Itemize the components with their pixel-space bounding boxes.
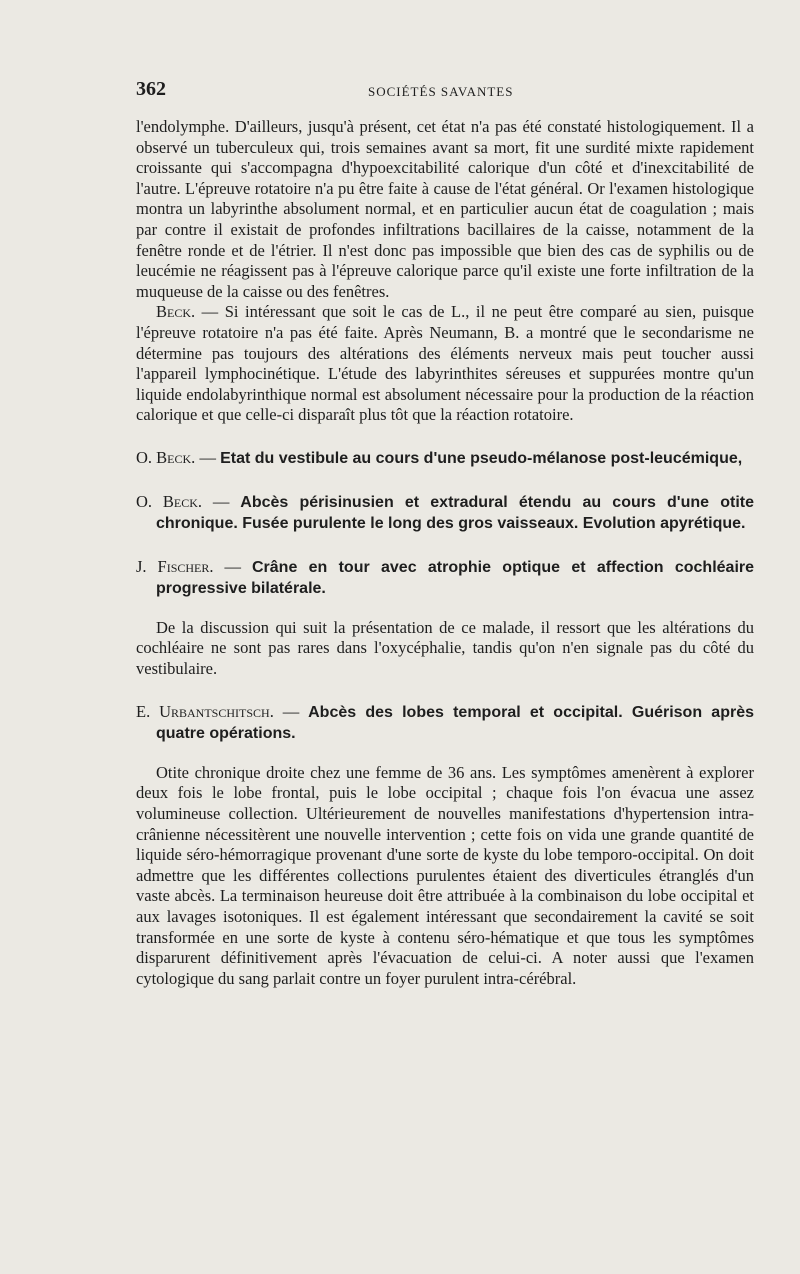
communication-entry <box>136 702 754 745</box>
entry-dash: — <box>202 491 241 511</box>
author-name: Beck. <box>162 491 203 511</box>
page-header <box>136 78 754 108</box>
paragraph-beck-reply <box>136 302 754 426</box>
communication-title: Abcès des lobes temporal et occipital. Guérison après quatre opérations. <box>156 703 755 743</box>
paragraph-text: — Si intéressant que soit le cas de L., il ne peut être comparé au sien, puisque l'épreuve rotatoire n'a pas été faite. Après Neumann, B. a montré que le secondarisme ne détermine pas toujours des altérations des éléments nerveux mais peut toucher aussi l'appareil lymphocinétique. L'étude des labyrinthites séreuses et suppurées montre qu'un liquide endolabyrinthique normal est absolument nécessaire pour la production de la réaction calorique et que celle-ci disparaît plus tôt que la réaction rotatoire. <box>136 302 754 425</box>
entry-dash: — <box>195 447 221 467</box>
author-name: Fischer. <box>157 556 214 576</box>
author-initial: O. <box>136 447 157 467</box>
paragraph-case: Otite chronique droite chez une femme de 36 ans. Les symptômes amenèrent à explorer deux fois le lobe frontal, puis le lobe occipital ; chaque fois l'on évacua une assez volumineuse collection. Ultérieurement de nouvelles manifestations d'hypertension intra-crânienne nécessitèrent une nouvelle intervention ; cette fois on vida une grande quantité de liquide séro-hémorragique provenant d'une sorte de kyste du lobe temporo-occipital. On doit admettre que les différentes collections purulentes étaient des diverticules étranglés d'un vaste abcès. La terminaison heureuse doit être attribuée à la combinaison du lobe occipital et aux lavages isotoniques. Il est également intéressant que secondairement la cavité se soit transformée en une sorte de kyste à contenu séro-hématique et que tous les symptômes disparurent définitivement après l'évacuation de celui-ci. A noter aussi que l'examen cytologique du sang parlait contre un foyer purulent intra-cérébral. <box>136 762 754 988</box>
author-name: Urbantschitsch. <box>159 701 274 721</box>
communication-entry <box>136 557 754 600</box>
author-name: Beck. <box>156 447 196 467</box>
communication-title: Crâne en tour avec atrophie optique et affection cochléaire progressive bilatérale. <box>156 558 755 598</box>
page-body <box>136 117 754 989</box>
author-name: Beck. <box>156 302 196 322</box>
page-number: 362 <box>136 78 166 100</box>
author-initial: E. <box>136 701 160 721</box>
entry-dash: — <box>273 701 309 721</box>
paragraph-endolymphe: l'endolymphe. D'ailleurs, jusqu'à présent, cet état n'a pas été constaté histologiquement. Il a observé un tuberculeux qui, trois semaines avant sa mort, fit une surdité mixte rapidement croissante qui s'accompagna d'hypoexcitabilité calorique d'un côté et d'inexcitabilité de l'autre. L'épreuve rotatoire n'a pu être faite à cause de l'état général. Or l'examen histologique montra un labyrinthe absolument normal, et en particulier aucun état de coagulation ; mais par contre il existait de profondes infiltrations bacillaires de la caisse, notamment de la fenêtre ronde et de l'étrier. Il n'est donc pas impossible que bien des cas de syphilis ou de leucémie ne réagissent pas à l'épreuve calorique parce qu'il existe une forte infiltration de la muqueuse de la caisse ou des fenêtres. <box>136 117 754 301</box>
running-title: SOCIÉTÉS SAVANTES <box>368 84 514 99</box>
entry-dash: — <box>213 556 252 576</box>
communication-entry <box>136 448 754 470</box>
author-initial: J. <box>136 556 158 576</box>
author-initial: O. <box>136 491 163 511</box>
communication-entry <box>136 492 754 535</box>
communication-title: Etat du vestibule au cours d'une pseudo-mélanose post-leucémique, <box>220 449 743 467</box>
paragraph-discussion: De la discussion qui suit la présentation de ce malade, il ressort que les altérations du cochléaire ne sont pas rares dans l'oxycéphalie, tandis qu'on n'en signale pas du côté du vestibulaire. <box>136 617 754 679</box>
communication-title: Abcès périsinusien et extradural étendu au cours d'une otite chronique. Fusée purulente le long des gros vaisseaux. Evolution apyrétique. <box>156 493 755 533</box>
